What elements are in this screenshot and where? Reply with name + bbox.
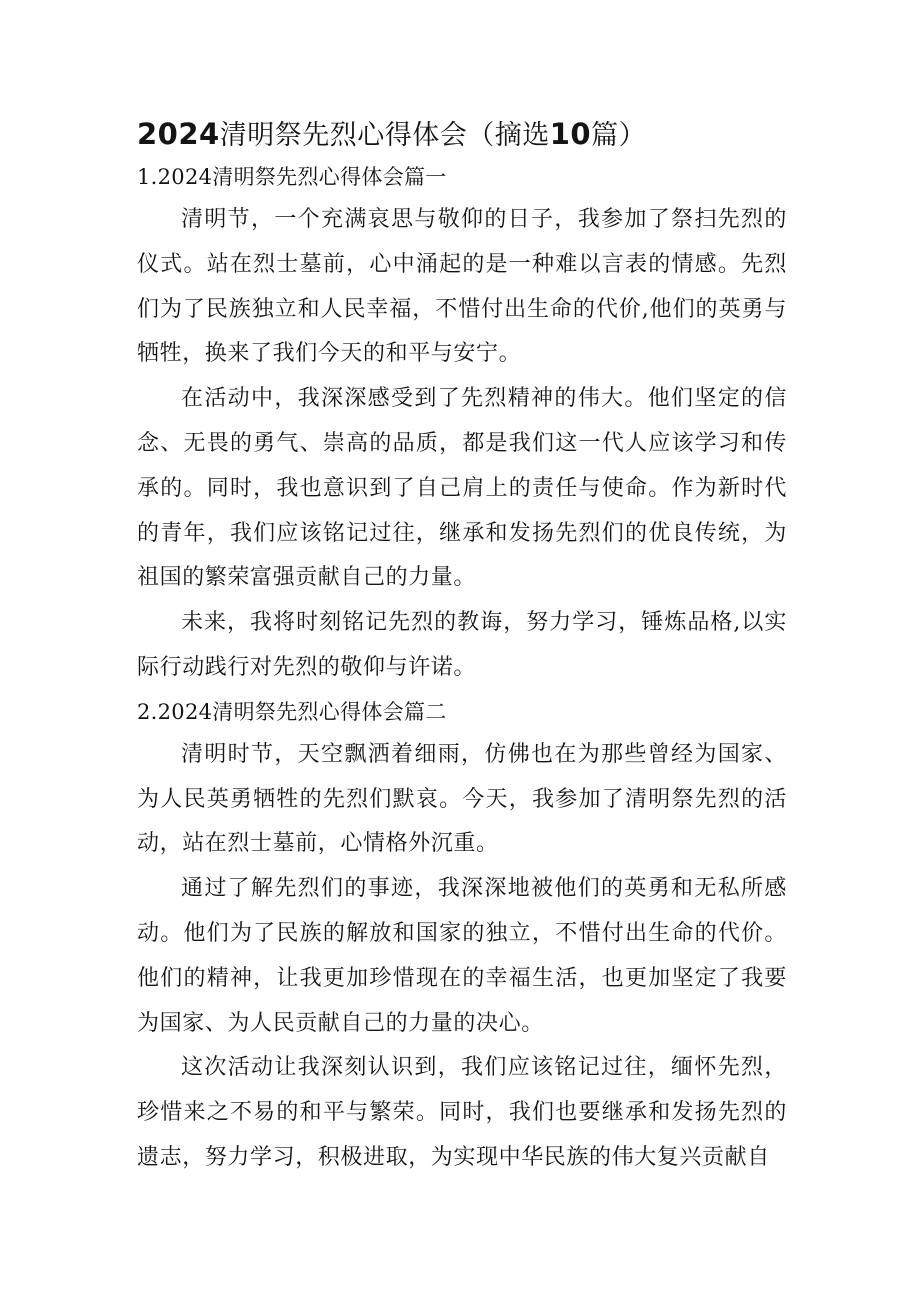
- title-end: 篇）: [591, 120, 647, 151]
- section-2: [137, 691, 787, 1181]
- paragraph: 清明时节，天空飘洒着细雨，仿佛也在为那些曾经为国家、为人民英勇牺牲的先烈们默哀。今天，我参加了清明祭先烈的活动，站在烈士墓前，心情格外沉重。: [137, 741, 787, 857]
- title-text: 清明祭先烈心得体会（摘选: [219, 120, 550, 151]
- section-heading: 1.2024清明祭先烈心得体会篇一: [137, 165, 447, 189]
- title-year: 2024: [137, 117, 220, 151]
- section-heading: 2.2024清明祭先烈心得体会篇二: [137, 699, 447, 724]
- paragraph: 未来，我将时刻铭记先烈的教诲，努力学习，锤炼品格,以实际行动践行对先烈的敬仰与许诺。: [137, 610, 787, 680]
- paragraph: 在活动中，我深深感受到了先烈精神的伟大。他们坚定的信念、无畏的勇气、崇高的品质，都是我们这一代人应该学习和传承的。同时，我也意识到了自己肩上的责任与使命。作为新时代的青年，我们应该铭记过往，继承和发扬先烈们的优良传统，为祖国的繁荣富强贡献自己的力量。: [137, 386, 787, 591]
- section-1: [137, 156, 787, 691]
- paragraph: 通过了解先烈们的事迹，我深深地被他们的英勇和无私所感动。他们为了民族的解放和国家的独立，不惜付出生命的代价。他们的精神，让我更加珍惜现在的幸福生活，也更加坚定了我要为国家、为人民贡献自己的力量的决心。: [137, 876, 787, 1036]
- document-title: [137, 112, 787, 156]
- title-count: 10: [549, 117, 592, 151]
- paragraph: 这次活动让我深刻认识到，我们应该铭记过往，缅怀先烈，珍惜来之不易的和平与繁荣。同时，我们也要继承和发扬先烈的遗志，努力学习，积极进取，为实现中华民族的伟大复兴贡献自: [137, 1055, 787, 1170]
- document-page: [137, 112, 787, 1181]
- paragraph: 清明节，一个充满哀思与敬仰的日子，我参加了祭扫先烈的仪式。站在烈士墓前，心中涌起的是一种难以言表的情感。先烈们为了民族独立和人民幸福，不惜付出生命的代价,他们的英勇与牺牲，换来了我们今天的和平与安宁。: [137, 207, 787, 367]
